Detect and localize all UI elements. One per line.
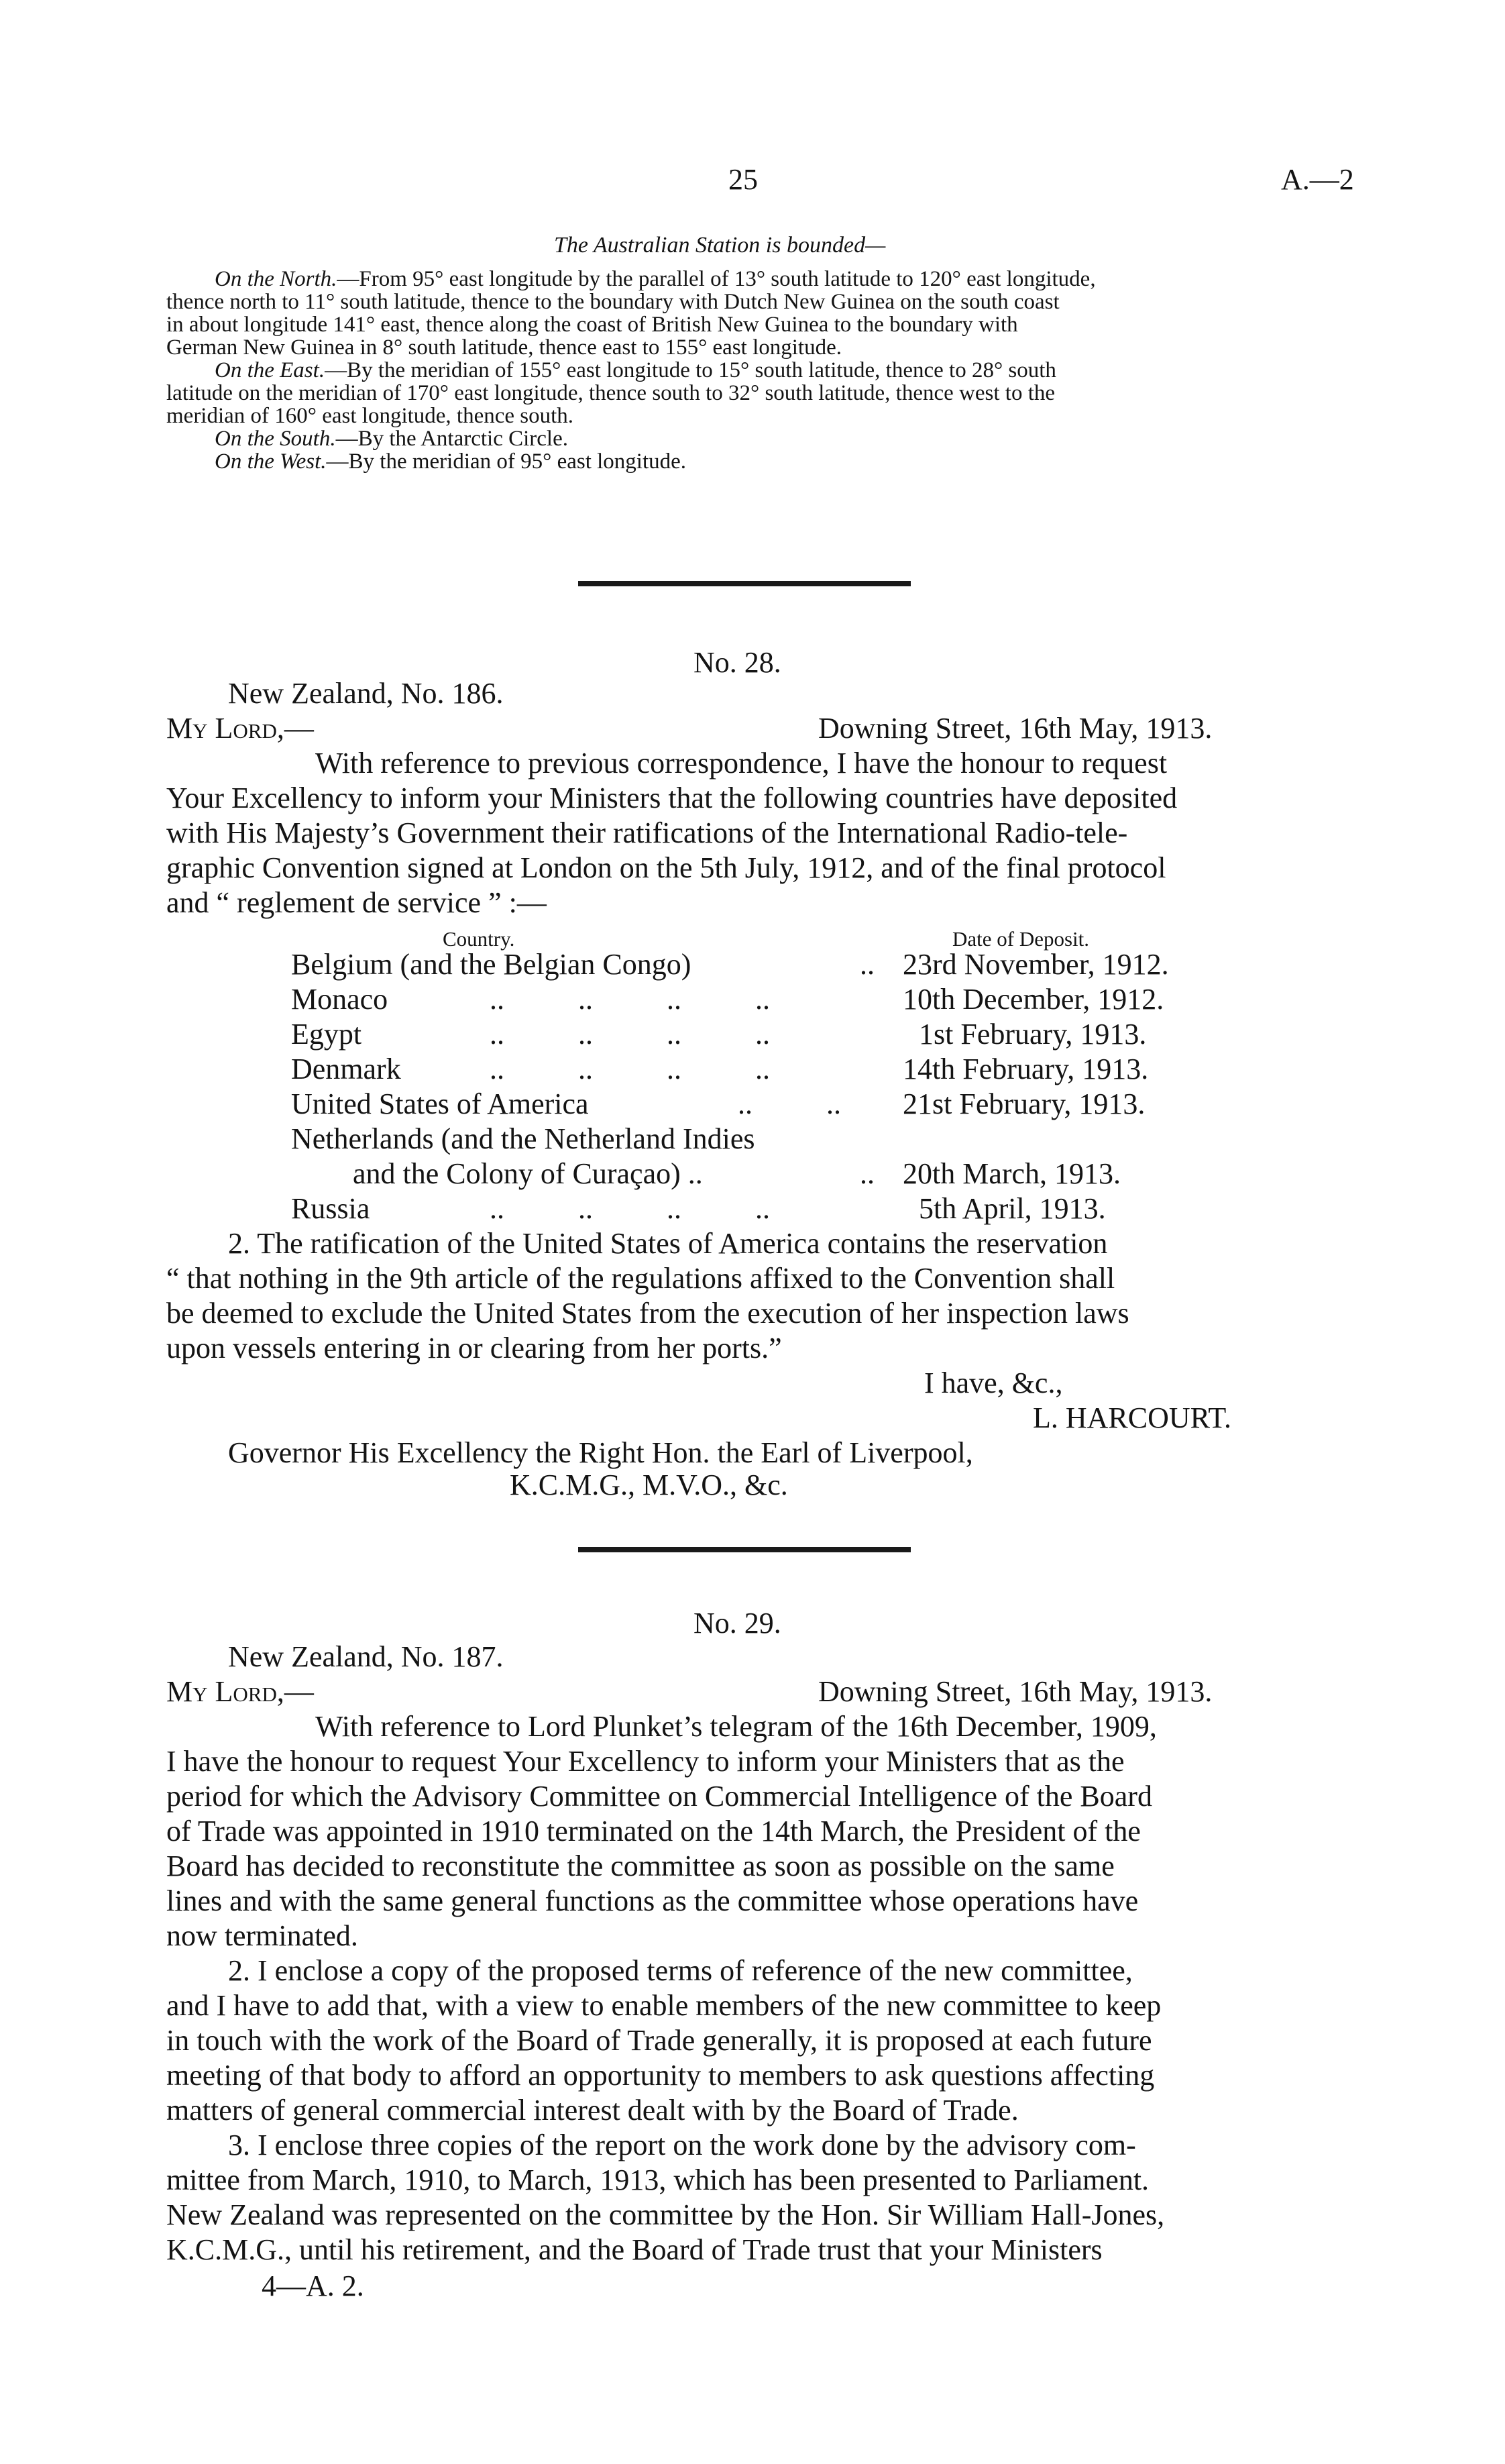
letter-29-para1-line-7: now terminated. — [166, 1919, 358, 1952]
north-line-1 — [215, 267, 1096, 291]
letter-28-para1-line-1: With reference to previous correspondence, I have the honour to request — [315, 747, 1168, 780]
west-line — [215, 449, 686, 474]
letter-29-para1-line-4: of Trade was appointed in 1910 terminated on the 14th March, the President of the — [166, 1815, 1141, 1847]
west-text: —By the meridian of 95° east longitude. — [326, 449, 687, 474]
letter-28-addressee-line-2: K.C.M.G., M.V.O., &c. — [510, 1468, 788, 1501]
letter-29-para1-line-6: lines and with the same general functions as the committee whose operations have — [166, 1884, 1139, 1917]
east-text-0: —By the meridian of 155° east longitude to 15° south latitude, thence to 28° south — [325, 358, 1056, 382]
table-row-date: 21st February, 1913. — [903, 1087, 1146, 1120]
south-label: On the South. — [215, 427, 336, 451]
table-row-country: Belgium (and the Belgian Congo) — [291, 948, 691, 981]
table-row-country: Egypt — [291, 1018, 362, 1051]
table-row-leader: .. — [860, 1157, 875, 1190]
letter-29-para2-line-5: matters of general commercial interest dealt with by the Board of Trade. — [166, 2094, 1019, 2127]
table-row-leader: .. .. .. .. — [490, 1053, 770, 1085]
table-row-leader: .. .. — [738, 1087, 841, 1120]
table-row-date: 1st February, 1913. — [919, 1018, 1147, 1051]
east-label: On the East. — [215, 358, 325, 382]
letter-28-closing: I have, &c., — [924, 1367, 1063, 1399]
north-line-2: thence north to 11° south latitude, thence to the boundary with Dutch New Guinea on the south coast — [166, 290, 1060, 314]
table-row-date: 5th April, 1913. — [919, 1192, 1106, 1225]
letter-28-number: No. 28. — [693, 646, 781, 679]
letter-28-para1-line-5: and “ reglement de service ” :— — [166, 886, 547, 919]
south-text: —By the Antarctic Circle. — [335, 427, 568, 451]
letter-29-para3-line-2: mittee from March, 1910, to March, 1913, which has been presented to Parliament. — [166, 2163, 1150, 2196]
section-divider-1 — [578, 581, 911, 586]
north-line-3: in about longitude 141° east, thence along the coast of British New Guinea to the boundary with — [166, 313, 1018, 337]
table-header-country: Country. — [443, 927, 515, 951]
letter-29-address-date: Downing Street, 16th May, 1913. — [818, 1675, 1213, 1708]
table-row-date: 20th March, 1913. — [903, 1157, 1121, 1190]
table-row-country: Monaco — [291, 983, 388, 1016]
table-row-leader: .. .. .. .. — [490, 1192, 770, 1225]
letter-28-addressee-line-1: Governor His Excellency the Right Hon. the Earl of Liverpool, — [228, 1436, 973, 1469]
printer-signature-mark: 4—A. 2. — [262, 2269, 364, 2302]
section-divider-2 — [578, 1547, 911, 1552]
letter-28-para2-line-1: 2. The ratification of the United States of America contains the reservation — [228, 1227, 1108, 1260]
north-label: On the North. — [215, 267, 337, 291]
letter-28-para2-line-3: be deemed to exclude the United States from the execution of her inspection laws — [166, 1297, 1129, 1330]
letter-29-para3-line-1: 3. I enclose three copies of the report on the work done by the advisory com- — [228, 2129, 1136, 2161]
letter-28-address-date: Downing Street, 16th May, 1913. — [818, 712, 1213, 745]
east-line-3: meridian of 160° east longitude, thence south. — [166, 404, 574, 428]
table-row-country: and the Colony of Curaçao) .. — [353, 1157, 703, 1190]
east-line-2: latitude on the meridian of 170° east longitude, thence south to 32° south latitude, thence west to the — [166, 381, 1056, 405]
west-label: On the West. — [215, 449, 327, 474]
table-row-country: Netherlands (and the Netherland Indies — [291, 1122, 755, 1155]
letter-29-para2-line-3: in touch with the work of the Board of Trade generally, it is proposed at each future — [166, 2024, 1152, 2057]
letter-28-para1-line-4: graphic Convention signed at London on the 5th July, 1912, and of the final protocol — [166, 851, 1166, 884]
table-row-country: Denmark — [291, 1053, 401, 1085]
letter-29-para1-line-3: period for which the Advisory Committee on Commercial Intelligence of the Board — [166, 1780, 1152, 1813]
letter-28-salutation: My Lord,— — [166, 712, 314, 745]
table-row-leader: .. — [860, 948, 875, 981]
letter-29-salutation: My Lord,— — [166, 1675, 314, 1708]
letter-29-nz-ref: New Zealand, No. 187. — [228, 1640, 504, 1673]
letter-29-para2-line-2: and I have to add that, with a view to enable members of the new committee to keep — [166, 1989, 1162, 2022]
east-line-1 — [215, 358, 1056, 382]
letter-29-para3-line-3: New Zealand was represented on the committee by the Hon. Sir William Hall-Jones, — [166, 2198, 1165, 2231]
letter-29-para1-line-2: I have the honour to request Your Excellency to inform your Ministers that as the — [166, 1745, 1125, 1778]
table-row-leader: .. .. .. .. — [490, 983, 770, 1016]
letter-29-number: No. 29. — [693, 1607, 781, 1640]
letter-28-para2-line-4: upon vessels entering in or clearing from her ports.” — [166, 1332, 782, 1364]
letter-29-para1-line-5: Board has decided to reconstitute the committee as soon as possible on the same — [166, 1850, 1115, 1882]
table-row-country: Russia — [291, 1192, 370, 1225]
table-row-date: 10th December, 1912. — [903, 983, 1164, 1016]
table-row-date: 23rd November, 1912. — [903, 948, 1169, 981]
page-number: 25 — [728, 163, 758, 196]
letter-28-para1-line-2: Your Excellency to inform your Ministers that the following countries have deposited — [166, 782, 1178, 814]
station-title: The Australian Station is bounded— — [554, 233, 886, 258]
table-row-country: United States of America — [291, 1087, 589, 1120]
letter-28-para1-line-3: with His Majesty’s Government their ratifications of the International Radio-tele- — [166, 816, 1128, 849]
letter-29-para2-line-4: meeting of that body to afford an opportunity to members to ask questions affecting — [166, 2059, 1155, 2092]
letter-29-para3-line-4: K.C.M.G., until his retirement, and the Board of Trade trust that your Ministers — [166, 2233, 1103, 2266]
north-text-0: —From 95° east longitude by the parallel of 13° south latitude to 120° east longitude, — [337, 267, 1096, 291]
table-row-leader: .. .. .. .. — [490, 1018, 770, 1051]
letter-28-signature: L. HARCOURT. — [1033, 1401, 1231, 1434]
letter-28-para2-line-2: “ that nothing in the 9th article of the regulations affixed to the Convention shall — [166, 1262, 1115, 1295]
table-row-date: 14th February, 1913. — [903, 1053, 1149, 1085]
letter-28-nz-ref: New Zealand, No. 186. — [228, 677, 504, 710]
north-line-4: German New Guinea in 8° south latitude, thence east to 155° east longitude. — [166, 335, 842, 360]
letter-29-para2-line-1: 2. I enclose a copy of the proposed terms of reference of the new committee, — [228, 1954, 1133, 1987]
south-line — [215, 427, 568, 451]
table-header-date: Date of Deposit. — [952, 927, 1090, 951]
document-reference: A.—2 — [1281, 163, 1354, 196]
letter-29-para1-line-1: With reference to Lord Plunket’s telegram of the 16th December, 1909, — [315, 1710, 1157, 1743]
